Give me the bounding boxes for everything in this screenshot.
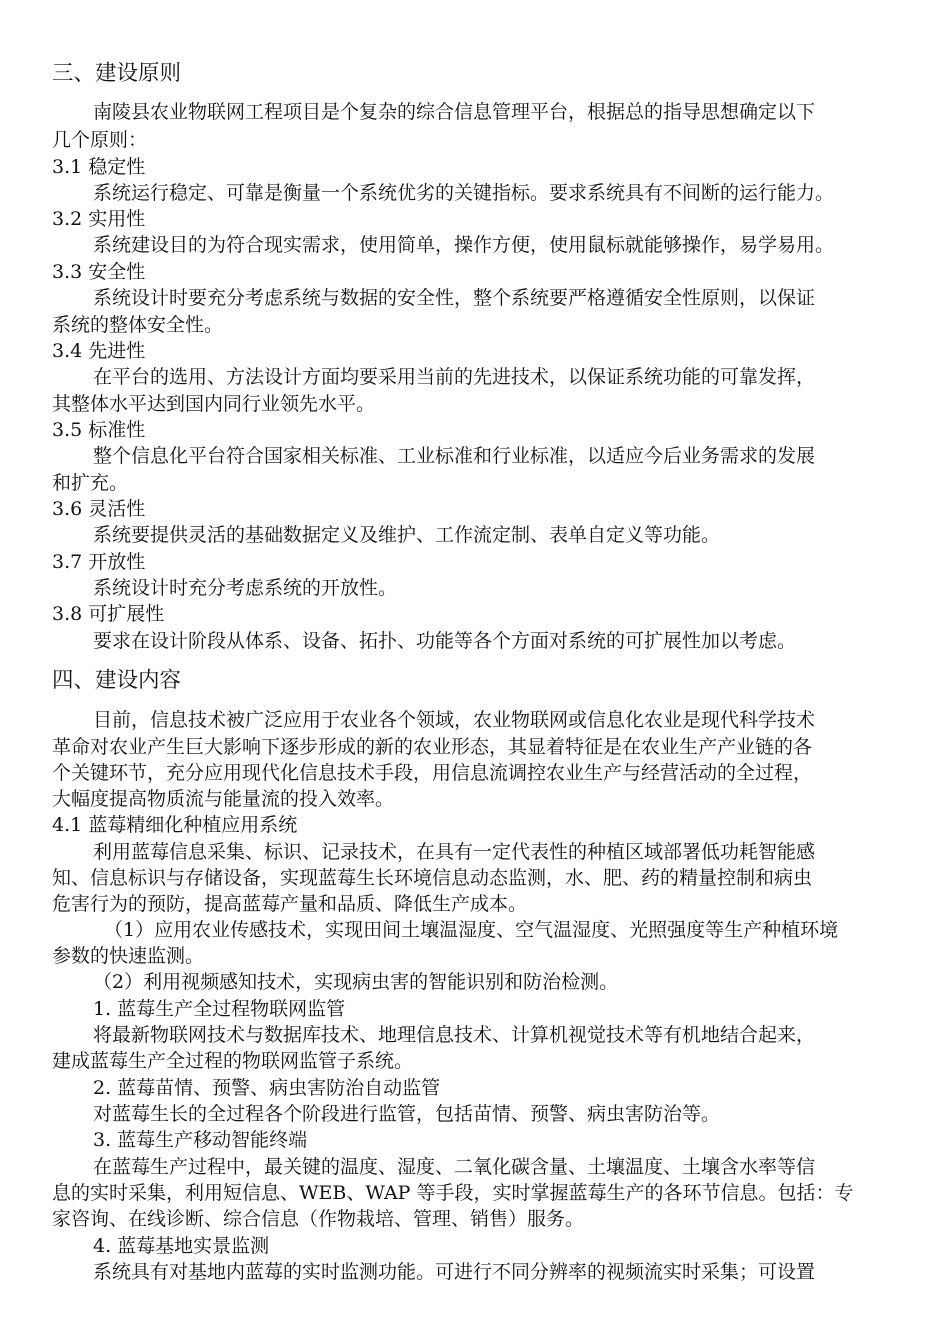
section-heading-3: 三、建设原则 [52, 61, 182, 86]
subsection-heading-3-6: 3.6 灵活性 [52, 498, 146, 520]
paragraph-line: 和扩充。 [52, 472, 129, 494]
list-item: （2）利用视频感知技术，实现病虫害的智能识别和防治检测。 [93, 971, 619, 993]
paragraph-line: 个关键环节，充分应用现代化信息技术手段，用信息流调控农业生产与经营活动的全过程， [52, 762, 813, 784]
paragraph-line: 在平台的选用、方法设计方面均要采用当前的先进技术，以保证系统功能的可靠发挥， [93, 366, 816, 388]
paragraph-line: 系统的整体安全性。 [52, 314, 224, 336]
paragraph-line: 大幅度提高物质流与能量流的投入效率。 [52, 788, 395, 810]
paragraph-line: 参数的快速监测。 [52, 945, 205, 967]
subsection-heading-3-5: 3.5 标准性 [52, 419, 146, 441]
paragraph-line: 南陵县农业物联网工程项目是个复杂的综合信息管理平台，根据总的指导思想确定以下 [93, 101, 816, 123]
numbered-heading-1: 1. 蓝莓生产全过程物联网监管 [93, 998, 346, 1020]
subsection-heading-3-8: 3.8 可扩展性 [52, 603, 165, 625]
paragraph-line: 危害行为的预防，提高蓝莓产量和品质、降低生产成本。 [52, 893, 528, 915]
paragraph-line: 几个原则： [52, 129, 148, 151]
paragraph-line: 其整体水平达到国内同行业领先水平。 [52, 393, 376, 415]
paragraph-line: 要求在设计阶段从体系、设备、拓扑、功能等各个方面对系统的可扩展性加以考虑。 [93, 630, 797, 652]
paragraph-line: 系统运行稳定、可靠是衡量一个系统优劣的关键指标。要求系统具有不间断的运行能力。 [93, 182, 835, 204]
numbered-heading-4: 4. 蓝莓基地实景监测 [93, 1235, 270, 1257]
paragraph-line: 系统要提供灵活的基础数据定义及维护、工作流定制、表单自定义等功能。 [93, 524, 721, 546]
paragraph-line: 家咨询、在线诊断、综合信息（作物栽培、管理、销售）服务。 [52, 1208, 585, 1230]
paragraph-line: 系统设计时充分考虑系统的开放性。 [93, 577, 398, 599]
paragraph-line: 建成蓝莓生产全过程的物联网监管子系统。 [52, 1050, 414, 1072]
paragraph-line: 整个信息化平台符合国家相关标准、工业标准和行业标准，以适应今后业务需求的发展 [93, 445, 816, 467]
paragraph-line: 目前，信息技术被广泛应用于农业各个领域，农业物联网或信息化农业是现代科学技术 [93, 709, 816, 731]
list-item: （1）应用农业传感技术，实现田间土壤温湿度、空气温湿度、光照强度等生产种植环境 [104, 919, 839, 941]
paragraph-line: 对蓝莓生长的全过程各个阶段进行监管，包括苗情、预警、病虫害防治等。 [93, 1103, 721, 1125]
section-heading-4: 四、建设内容 [52, 668, 182, 693]
paragraph-line: 将最新物联网技术与数据库技术、地理信息技术、计算机视觉技术等有机地结合起来， [93, 1024, 816, 1046]
subsection-heading-3-7: 3.7 开放性 [52, 551, 146, 573]
paragraph-line: 系统建设目的为符合现实需求，使用简单，操作方便，使用鼠标就能够操作，易学易用。 [93, 234, 835, 256]
subsection-heading-3-4: 3.4 先进性 [52, 340, 146, 362]
paragraph-line: 息的实时采集，利用短信息、WEB、WAP 等手段，实时掌握蓝莓生产的各环节信息。包括：专 [52, 1182, 854, 1204]
subsection-heading-3-1: 3.1 稳定性 [52, 156, 146, 178]
paragraph-line: 知、信息标识与存储设备，实现蓝莓生长环境信息动态监测，水、肥、药的精量控制和病虫 [52, 867, 813, 889]
subsection-heading-3-3: 3.3 安全性 [52, 261, 146, 283]
subsection-heading-3-2: 3.2 实用性 [52, 208, 146, 230]
paragraph-line: 利用蓝莓信息采集、标识、记录技术，在具有一定代表性的种植区域部署低功耗智能感 [93, 841, 816, 863]
paragraph-line: 在蓝莓生产过程中，最关键的温度、湿度、二氧化碳含量、土壤温度、土壤含水率等信 [93, 1156, 816, 1178]
paragraph-line: 系统具有对基地内蓝莓的实时监测功能。可进行不同分辨率的视频流实时采集；可设置 [93, 1261, 816, 1283]
subsection-heading-4-1: 4.1 蓝莓精细化种植应用系统 [52, 814, 298, 836]
numbered-heading-3: 3. 蓝莓生产移动智能终端 [93, 1129, 308, 1151]
paragraph-line: 革命对农业产生巨大影响下逐步形成的新的农业形态，其显着特征是在农业生产产业链的各 [52, 736, 813, 758]
paragraph-line: 系统设计时要充分考虑系统与数据的安全性，整个系统要严格遵循安全性原则，以保证 [93, 287, 816, 309]
numbered-heading-2: 2. 蓝莓苗情、预警、病虫害防治自动监管 [93, 1077, 441, 1099]
